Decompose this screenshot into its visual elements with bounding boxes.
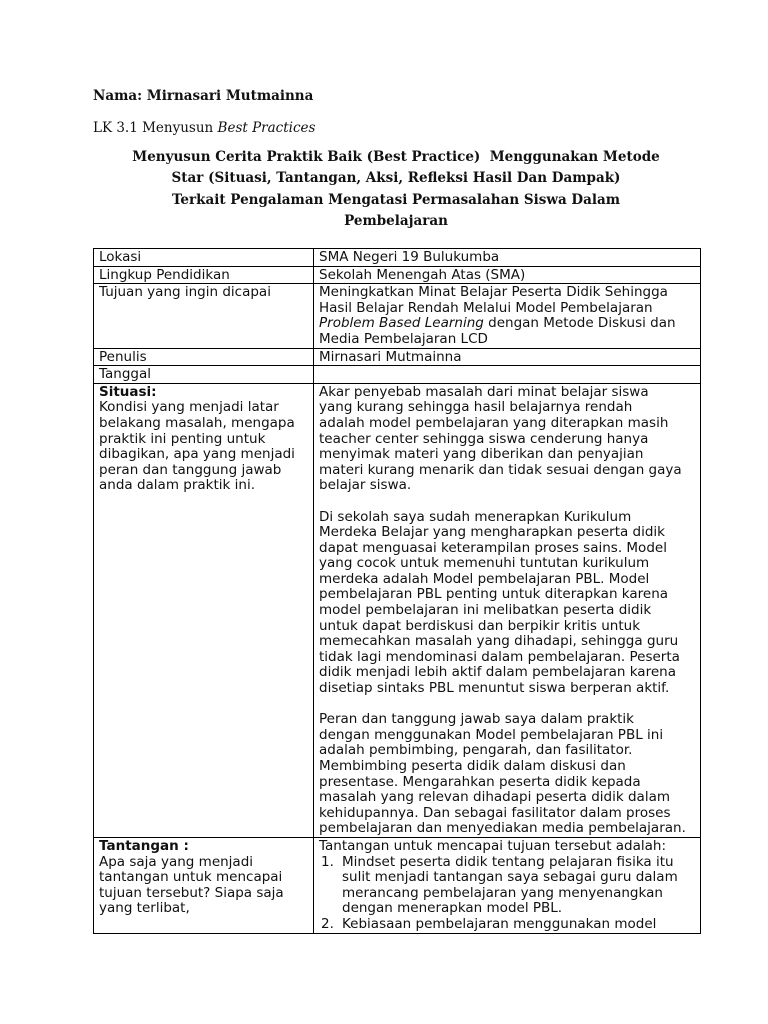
challenge-item-2 <box>319 917 696 933</box>
tujuan-italic-term: Problem Based Learning <box>319 315 484 332</box>
situasi-line: tidak lagi mendominasi dalam pembelajaran. Peserta <box>319 648 680 665</box>
worksheet-topic: Best Practices <box>217 120 316 136</box>
situasi-prompt-line: belakang masalah, mengapa <box>99 414 295 431</box>
label-tanggal: Tanggal <box>94 366 314 384</box>
row-penulis <box>94 348 701 366</box>
best-practice-table <box>93 248 701 934</box>
value-lokasi: SMA Negeri 19 Bulukumba <box>314 249 701 267</box>
situasi-line: Peran dan tanggung jawab saya dalam praktik <box>319 711 634 728</box>
situasi-prompt-line: Kondisi yang menjadi latar <box>99 399 279 416</box>
situasi-prompt-line: anda dalam praktik ini. <box>99 477 255 494</box>
challenge-item-text <box>342 855 696 917</box>
situasi-answer-cell <box>314 383 701 837</box>
tantangan-prompt-line: tantangan untuk mencapai <box>99 869 283 886</box>
tantangan-prompt-cell <box>94 837 314 933</box>
challenge-item-text <box>342 917 696 933</box>
value-penulis: Mirnasari Mutmainna <box>314 348 701 366</box>
title-line: Pembelajaran <box>344 212 448 229</box>
challenge-item-1 <box>319 855 696 917</box>
situasi-line: Akar penyebab masalah dari minat belajar siswa <box>319 383 649 400</box>
challenge-line: Mindset peserta didik tentang pelajaran fisika itu <box>342 853 674 870</box>
tantangan-prompt-line: yang terlibat, <box>99 900 190 917</box>
row-tantangan <box>94 837 701 933</box>
situasi-line: pembelajaran dan menyediakan media pembelajaran. <box>319 820 686 837</box>
situasi-line: belajar siswa. <box>319 477 412 494</box>
tantangan-prompt-line: Apa saja yang menjadi <box>99 853 254 870</box>
tujuan-line: Hasil Belajar Rendah Melalui Model Pembelajaran <box>319 299 653 316</box>
situasi-line: untuk dapat berdiskusi dan berpikir kritis untuk <box>319 617 641 634</box>
worksheet-code: LK 3.1 Menyusun <box>93 120 214 136</box>
row-lingkup-pendidikan <box>94 266 701 284</box>
situasi-paragraph-3 <box>319 712 696 837</box>
label-lokasi: Lokasi <box>94 249 314 267</box>
tantangan-label: Tantangan : <box>99 837 189 854</box>
situasi-line: yang cocok untuk memenuhi tuntutan kurikulum <box>319 555 650 572</box>
situasi-line: dengan menggunakan Model pembelajaran PBL ini <box>319 726 664 743</box>
situasi-line: Di sekolah saya sudah menerapkan Kurikulum <box>319 508 632 525</box>
worksheet-heading <box>93 120 315 136</box>
title-line: Terkait Pengalaman Mengatasi Permasalahan Siswa Dalam <box>171 191 621 208</box>
tantangan-prompt-line: tujuan tersebut? Siapa saja <box>99 884 284 901</box>
situasi-line: disetiap sintaks PBL menuntut siswa berperan aktif. <box>319 680 670 697</box>
label-tujuan: Tujuan yang ingin dicapai <box>94 284 314 348</box>
situasi-line: menyimak materi yang diberikan dan penyajian <box>319 446 644 463</box>
row-tanggal <box>94 366 701 384</box>
author-name-line: Nama: Mirnasari Mutmainna <box>93 88 314 104</box>
tantangan-answer-cell <box>314 837 701 933</box>
situasi-line: yang kurang sehingga hasil belajarnya rendah <box>319 399 633 416</box>
tujuan-line-text: dengan Metode Diskusi dan <box>483 315 676 332</box>
value-tujuan <box>314 284 701 348</box>
challenge-line: Kebiasaan pembelajaran menggunakan model <box>342 915 657 932</box>
situasi-line: presentase. Mengarahkan peserta didik kepada <box>319 773 641 790</box>
challenge-line: dengan menerapkan model PBL. <box>342 900 563 917</box>
title-line: Star (Situasi, Tantangan, Aksi, Refleksi Hasil Dan Dampak) <box>171 170 621 187</box>
situasi-label: Situasi: <box>99 383 157 400</box>
document-title <box>24 147 768 232</box>
row-situasi <box>94 383 701 837</box>
situasi-line: didik menjadi lebih aktif dalam pembelajaran karena <box>319 664 676 681</box>
row-tujuan <box>94 284 701 348</box>
label-penulis: Penulis <box>94 348 314 366</box>
label-lingkup-pendidikan: Lingkup Pendidikan <box>94 266 314 284</box>
challenge-line: merancang pembelajaran yang menyenangkan <box>342 884 663 901</box>
challenge-item-number: 2. <box>321 915 334 932</box>
value-lingkup-pendidikan: Sekolah Menengah Atas (SMA) <box>314 266 701 284</box>
situasi-line: masalah yang relevan dihadapi peserta didik dalam <box>319 789 670 806</box>
challenge-item-number: 1. <box>321 853 334 870</box>
tujuan-line: Media Pembelajaran LCD <box>319 330 488 347</box>
situasi-line: pembelajaran PBL penting untuk diterapkan karena <box>319 586 669 603</box>
challenge-line: sulit menjadi tantangan saya sebagai guru dalam <box>342 869 678 886</box>
situasi-paragraph-1 <box>319 385 696 494</box>
situasi-paragraph-2 <box>319 510 696 697</box>
situasi-line: adalah pembimbing, pengarah, dan fasilitator. <box>319 742 633 759</box>
title-line: Menyusun Cerita Praktik Baik (Best Practice) Menggunakan Metode <box>132 149 660 165</box>
row-lokasi <box>94 249 701 267</box>
situasi-prompt-cell <box>94 383 314 837</box>
tantangan-intro: Tantangan untuk mencapai tujuan tersebut adalah: <box>319 837 667 854</box>
situasi-line: teacher center sehingga siswa cenderung hanya <box>319 430 649 447</box>
tujuan-line <box>319 316 696 332</box>
situasi-prompt-line: praktik ini penting untuk <box>99 430 266 447</box>
situasi-line: materi kurang menarik dan tidak sesuai dengan gaya <box>319 461 682 478</box>
value-tanggal <box>314 366 701 384</box>
situasi-prompt-line: dibagikan, apa yang menjadi <box>99 446 295 463</box>
situasi-line: dapat menguasai keterampilan proses sains. Model <box>319 539 667 556</box>
situasi-line: kehidupannya. Dan sebagai fasilitator dalam proses <box>319 804 671 821</box>
situasi-line: Merdeka Belajar yang mengharapkan peserta didik <box>319 524 666 541</box>
situasi-line: merdeka adalah Model pembelajaran PBL. Model <box>319 570 650 587</box>
situasi-line: adalah model pembelajaran yang diterapkan masih <box>319 414 669 431</box>
situasi-prompt-line: peran dan tanggung jawab <box>99 461 282 478</box>
situasi-line: Membimbing peserta didik dalam diskusi dan <box>319 758 626 774</box>
situasi-line: model pembelajaran ini melibatkan peserta didik <box>319 602 652 619</box>
situasi-line: memecahkan masalah yang dihadapi, sehingga guru <box>319 633 679 650</box>
tujuan-line: Meningkatkan Minat Belajar Peserta Didik Sehingga <box>319 284 668 301</box>
